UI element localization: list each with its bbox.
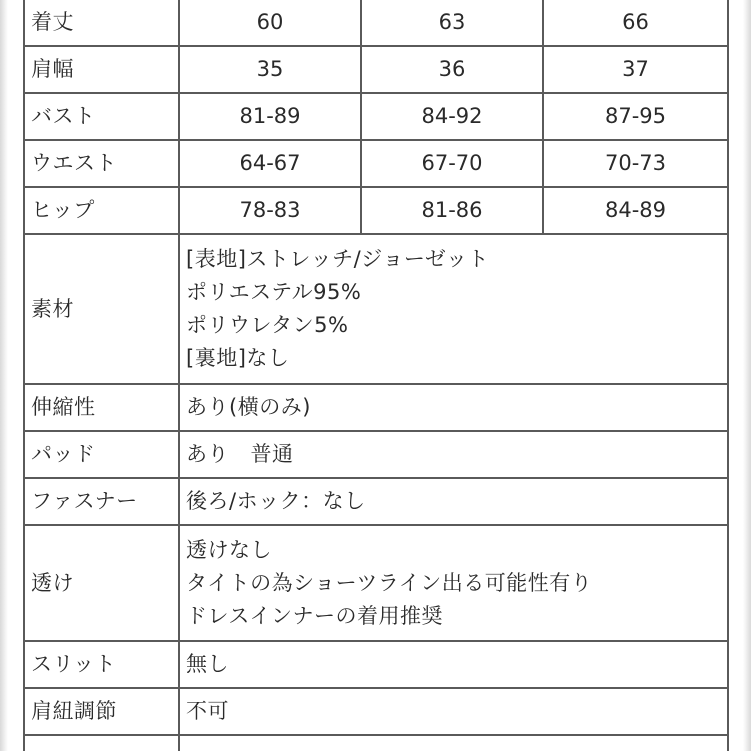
info-line: タイトの為ショーツライン出る可能性有り [186,570,593,595]
info-value [179,478,728,525]
info-value [179,431,728,478]
size-value: 84-89 [543,187,728,234]
row-label: 肩紐調節 [24,688,179,735]
row-label: バスト [24,93,179,140]
info-row-stretch [24,384,728,431]
info-value [179,641,728,688]
info-value [179,384,728,431]
size-row-length [24,0,728,46]
row-label [24,735,179,751]
size-value: 37 [543,46,728,93]
info-value [179,735,728,751]
size-value: 81-89 [179,93,361,140]
info-row-fastener [24,478,728,525]
right-edge-shadow [743,0,751,751]
info-row-slit [24,641,728,688]
size-spec-table [23,0,729,751]
info-line: あり 普通 [186,442,294,466]
info-line: ドレスインナーの着用推奨 [186,603,443,628]
size-value: 66 [543,0,728,46]
size-value: 87-95 [543,93,728,140]
info-line: ポリエステル95% [186,280,362,304]
size-value: 36 [361,46,543,93]
info-line: ポリウレタン5% [186,313,349,337]
row-label: ファスナー [24,478,179,525]
info-line: [表地]ストレッチ/ジョーゼット [186,247,489,271]
row-label: 素材 [24,234,179,384]
size-value: 64-67 [179,140,361,187]
info-line: あり(横のみ) [186,395,311,419]
info-value [179,688,728,735]
info-value [179,234,728,384]
size-value: 35 [179,46,361,93]
info-value [179,525,728,641]
info-row-pad [24,431,728,478]
size-row-bust [24,93,728,140]
row-label: 透け [24,525,179,641]
size-value: 84-92 [361,93,543,140]
row-label: 伸縮性 [24,384,179,431]
size-value: 81-86 [361,187,543,234]
size-value: 60 [179,0,361,46]
size-value: 70-73 [543,140,728,187]
size-row-shoulder [24,46,728,93]
left-edge-shadow [0,0,8,751]
info-line: 無し [186,652,229,676]
info-row-sheerness [24,525,728,641]
row-label: ウエスト [24,140,179,187]
info-line: 不可 [186,699,229,723]
row-label: パッド [24,431,179,478]
row-label: 着丈 [24,0,179,46]
info-line: [裏地]なし [186,346,290,370]
size-row-waist [24,140,728,187]
row-label: 肩幅 [24,46,179,93]
size-value: 63 [361,0,543,46]
info-line: 透けなし [186,537,272,562]
size-value: 67-70 [361,140,543,187]
row-label: スリット [24,641,179,688]
size-row-hip [24,187,728,234]
size-value: 78-83 [179,187,361,234]
info-row-strap-adjust [24,688,728,735]
info-line: 後ろ/ホック：なし [186,489,366,513]
row-label: ヒップ [24,187,179,234]
info-row-material [24,234,728,384]
info-row-cut-off [24,735,728,751]
